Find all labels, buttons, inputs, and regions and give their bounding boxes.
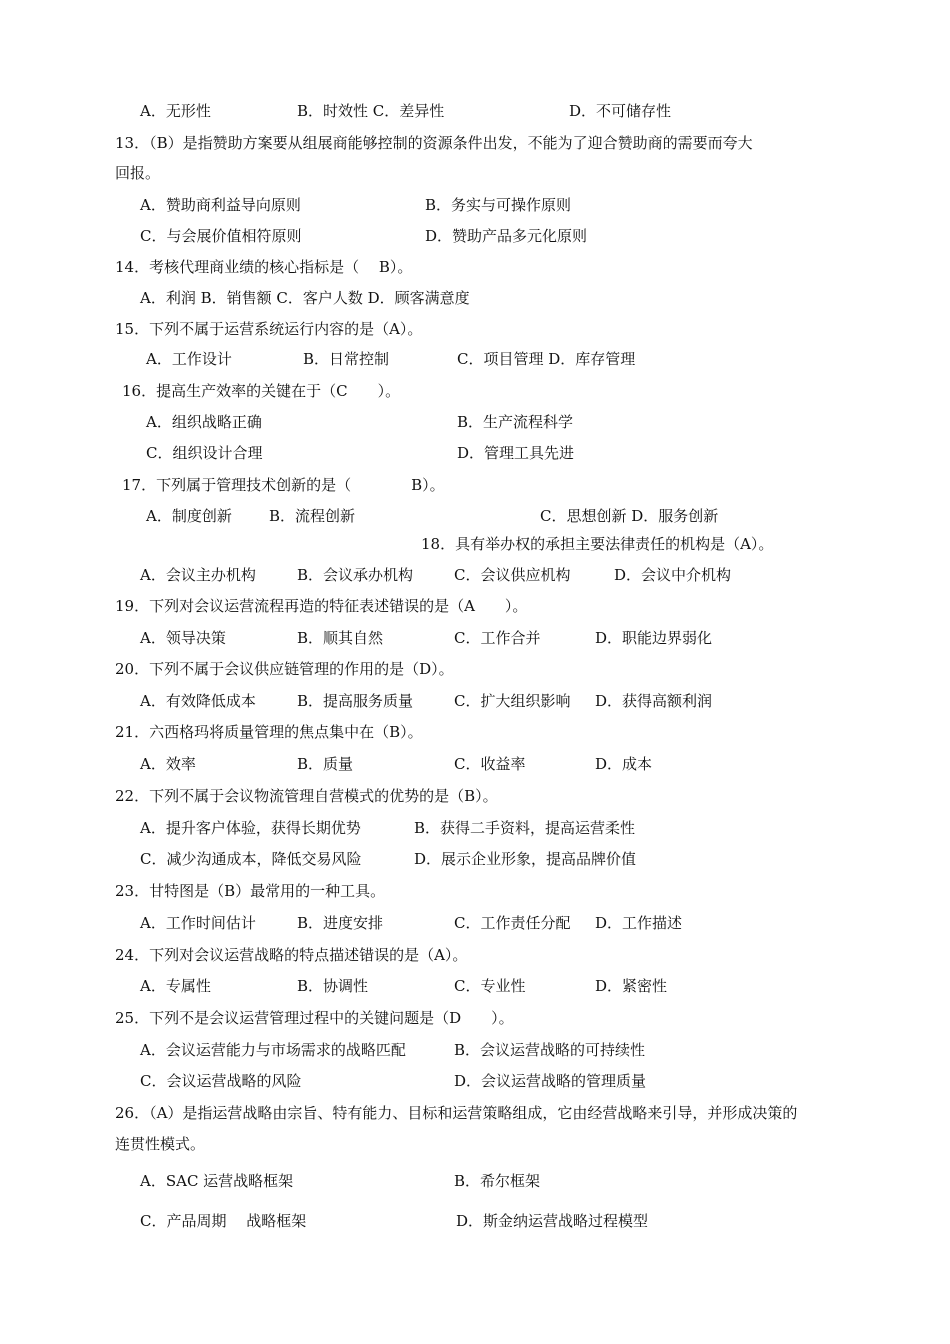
text-line: C．产品周期 战略框架: [140, 1212, 307, 1230]
text-line: 回报。: [115, 164, 161, 182]
text-line: A．组织战略正确: [146, 413, 262, 431]
text-line: B．会议运营战略的可持续性: [454, 1041, 646, 1059]
text-line: D．工作描述: [595, 914, 683, 932]
text-line: 20．下列不属于会议供应链管理的作用的是（D）。: [115, 660, 454, 678]
text-line: D．会议中介机构: [614, 566, 732, 584]
text-line: B．日常控制: [303, 350, 390, 368]
text-line: D．管理工具先进: [457, 444, 575, 462]
text-line: A．会议运营能力与市场需求的战略匹配: [140, 1041, 406, 1059]
text-line: 15．下列不属于运营系统运行内容的是（A）。: [115, 320, 423, 338]
text-line: A．有效降低成本: [140, 692, 256, 710]
text-line: D．赞助产品多元化原则: [425, 227, 588, 245]
text-line: B．会议承办机构: [297, 566, 414, 584]
text-line: B．务实与可操作原则: [425, 196, 572, 214]
text-line: A．提升客户体验，获得长期优势: [140, 819, 361, 837]
text-line: 17．下列属于管理技术创新的是（ B）。: [122, 476, 445, 494]
text-line: B．希尔框架: [454, 1172, 541, 1190]
text-line: 24．下列对会议运营战略的特点描述错误的是（A）。: [115, 946, 468, 964]
text-line: B．提高服务质量: [297, 692, 414, 710]
text-line: A．利润 B．销售额 C．客户人数 D．顾客满意度: [140, 289, 470, 307]
text-line: 21．六西格玛将质量管理的焦点集中在（B）。: [115, 723, 423, 741]
text-line: C．会议运营战略的风险: [140, 1072, 302, 1090]
text-line: A．专属性: [140, 977, 211, 995]
text-line: B．进度安排: [297, 914, 384, 932]
text-line: C．工作责任分配: [454, 914, 571, 932]
text-line: D．展示企业形象，提高品牌价值: [414, 850, 637, 868]
text-line: D．不可储存性: [569, 102, 672, 120]
text-line: C．收益率: [454, 755, 526, 773]
text-line: 26．（A）是指运营战略由宗旨、特有能力、目标和运营策略组成，它由经营战略来引导，并形成决策的: [115, 1104, 798, 1122]
text-line: D．会议运营战略的管理质量: [454, 1072, 647, 1090]
text-line: B．流程创新: [269, 507, 356, 525]
text-line: D．斯金纳运营战略过程模型: [456, 1212, 649, 1230]
text-line: A．领导决策: [140, 629, 226, 647]
text-line: C．与会展价值相符原则: [140, 227, 302, 245]
text-line: A．会议主办机构: [140, 566, 256, 584]
text-line: D．获得高额利润: [595, 692, 713, 710]
text-line: A．效率: [140, 755, 196, 773]
text-line: B．生产流程科学: [457, 413, 574, 431]
text-line: 14．考核代理商业绩的核心指标是（ B）。: [115, 258, 413, 276]
text-line: 13．（B）是指赞助方案要从组展商能够控制的资源条件出发，不能为了迎合赞助商的需要而夸大: [115, 134, 753, 152]
text-line: C．思想创新 D．服务创新: [540, 507, 719, 525]
text-line: 连贯性模式。: [115, 1135, 206, 1153]
text-line: B．顺其自然: [297, 629, 384, 647]
text-line: B．协调性: [297, 977, 369, 995]
text-line: C．会议供应机构: [454, 566, 571, 584]
text-line: 16．提高生产效率的关键在于（C ）。: [122, 382, 401, 400]
text-line: 25．下列不是会议运营管理过程中的关键问题是（D ）。: [115, 1009, 514, 1027]
text-line: C．工作合并: [454, 629, 541, 647]
text-line: D．成本: [595, 755, 653, 773]
text-line: C．扩大组织影响: [454, 692, 571, 710]
text-line: A．SAC 运营战略框架: [140, 1172, 294, 1190]
text-line: C．减少沟通成本，降低交易风险: [140, 850, 362, 868]
text-line: 19．下列对会议运营流程再造的特征表述错误的是（A ）。: [115, 597, 528, 615]
text-line: C．专业性: [454, 977, 526, 995]
text-line: D．职能边界弱化: [595, 629, 713, 647]
text-line: A．工作设计: [146, 350, 232, 368]
text-line: B．质量: [297, 755, 354, 773]
text-line: A．无形性: [140, 102, 211, 120]
text-line: 22．下列不属于会议物流管理自营模式的优势的是（B）。: [115, 787, 498, 805]
text-line: B．时效性 C．差异性: [297, 102, 445, 120]
text-line: 18．具有举办权的承担主要法律责任的机构是（A）。: [421, 535, 774, 553]
text-line: B．获得二手资料，提高运营柔性: [414, 819, 636, 837]
text-line: A．制度创新: [146, 507, 232, 525]
text-line: A．工作时间估计: [140, 914, 256, 932]
text-line: C．组织设计合理: [146, 444, 263, 462]
text-line: A．赞助商利益导向原则: [140, 196, 301, 214]
text-line: D．紧密性: [595, 977, 668, 995]
text-line: C．项目管理 D．库存管理: [457, 350, 636, 368]
text-line: 23．甘特图是（B）最常用的一种工具。: [115, 882, 386, 900]
